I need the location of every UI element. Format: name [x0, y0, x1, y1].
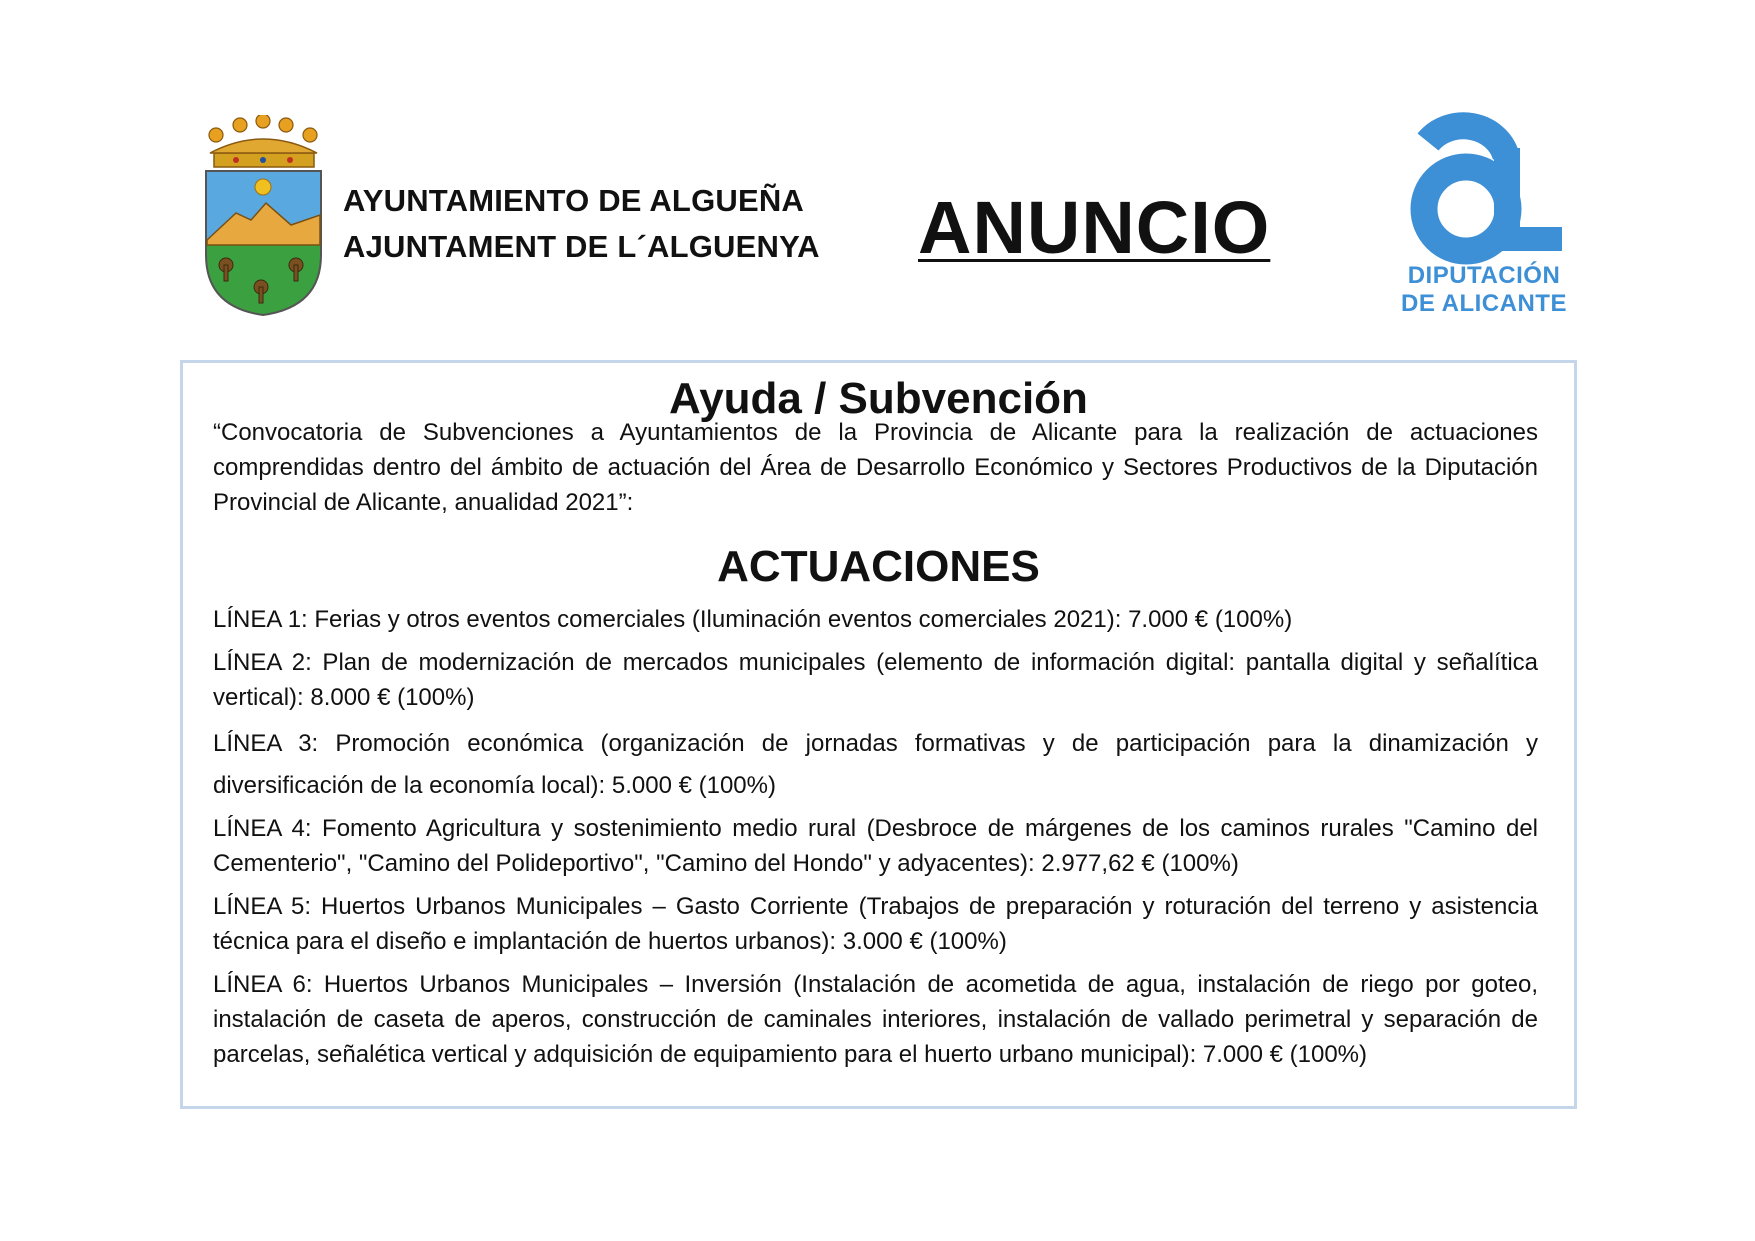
dip-line-2: DE ALICANTE [1401, 290, 1567, 317]
org-line-2: AJUNTAMENT DE L´ALGUENYA [343, 229, 820, 264]
linea-2: LÍNEA 2: Plan de modernización de mercados municipales (elemento de información digital: pantalla digital y señalítica vertical): 8.000 € (100%) [213, 649, 1538, 711]
notice-box [180, 360, 1577, 1109]
notice-title: Ayuda / Subvención [669, 374, 1088, 423]
linea-3: LÍNEA 3: Promoción económica (organización de jornadas formativas y de participación para la dinamización y diversificación de la economía local): 5.000 € (100%) [213, 730, 1538, 799]
linea-5: LÍNEA 5: Huertos Urbanos Municipales – Gasto Corriente (Trabajos de preparación y roturación del terreno y asistencia técnica para el diseño e implantación de huertos urbanos): 3.000 € (100%) [213, 893, 1538, 955]
linea-6: LÍNEA 6: Huertos Urbanos Municipales – Inversión (Instalación de acometida de agua, instalación de riego por goteo, instalación de caseta de aperos, construcción de caminales interiores, instalación de vallado perimetral y separación de parcelas, señalética vertical y adquisición de equipamiento para el huerto urbano municipal): 7.000 € (100%) [213, 971, 1538, 1068]
diputacion-name [1398, 262, 1570, 318]
linea-1: LÍNEA 1: Ferias y otros eventos comerciales (Iluminación eventos comerciales 2021): 7.000 € (100%) [213, 606, 1293, 633]
actuaciones-list [213, 602, 1538, 1080]
dip-line-1: DIPUTACIÓN [1407, 262, 1561, 289]
org-line-1: AYUNTAMIENTO DE ALGUEÑA [343, 183, 805, 218]
coat-of-arms-icon [196, 115, 331, 320]
organization-name [343, 178, 820, 270]
notice-intro: “Convocatoria de Subvenciones a Ayuntamientos de la Provincia de Alicante para la realización de actuaciones comprendidas dentro del ámbito de actuación del Área de Desarrollo Económico y Sectores Productivos de la Diputación Provincial de Alicante, anualidad 2021”: [213, 419, 1538, 516]
page-title: ANUNCIO [918, 186, 1271, 269]
linea-4: LÍNEA 4: Fomento Agricultura y sostenimiento medio rural (Desbroce de márgenes de los caminos rurales "Camino del Cementerio", "Camino del Polideportivo", "Camino del Hondo" y adyacentes): 2.977,62 € (100%) [213, 815, 1538, 877]
actuaciones-title: ACTUACIONES [717, 542, 1040, 591]
